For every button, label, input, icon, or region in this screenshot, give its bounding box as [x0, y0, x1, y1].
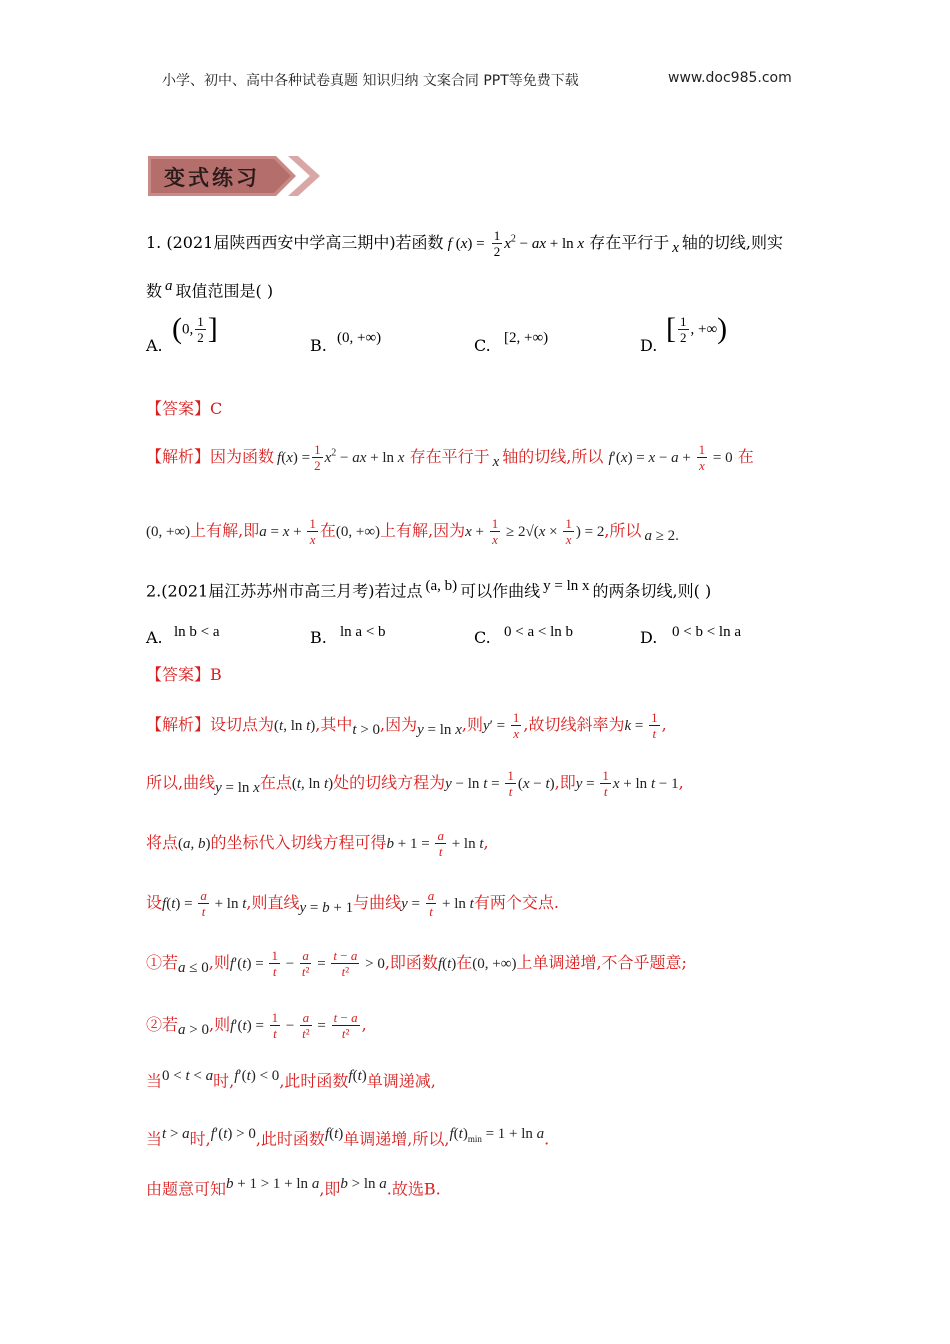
q1-analysis-line2: (0, +∞)上有解,即a = x + $\frac{1}{x}$ 在(0, +∞)上有解,因为x + $\frac{1}{x}$ ≥ 2√(x × $\frac{1}{x}$ ) = 2,所以 $_a$ $_{\ge 2.}$ [146, 516, 679, 547]
q1-option-a-value: (0, $\frac{1}{2}$ ] [172, 312, 218, 345]
q2-analysis-line5: ①若$_a$ $_{\le 0}$,则f′(t) = $\frac{1}{t}$ − $\frac{a}{\text{t²}}$ = $\frac{t - a}{\text{t²}}$ > 0,即函数f(t)在(0, +∞)上单调递增,不合乎题意; [146, 948, 687, 979]
q2-option-b[interactable]: B. [310, 628, 327, 647]
q2-stem: 2.(2021届江苏苏州市高三月考)若过点 $^{(a, b)}$ 可以作曲线 $^{y = ln x}$ 的两条切线,则( ) [146, 578, 712, 601]
q1-option-b[interactable]: B. [310, 336, 327, 355]
header-tagline: 小学、初中、高中各种试卷真题 知识归纳 文案合同 PPT等免费下载 [162, 73, 579, 89]
q1-option-d[interactable]: D. [640, 336, 658, 355]
q2-analysis-line1: 【解析】设切点为(t, ln t),其中$_t$ $_{> 0}$,因为$_y$ $_{= ln}$ $_x$,则y′ = $\frac{1}{x}$ ,故切线斜率为k = $\frac{1}{t}$ , [146, 710, 667, 741]
q1-option-b-value: (0, +∞) [337, 330, 382, 346]
q1-option-c-value: [2, +∞) [504, 330, 549, 346]
q2-option-c-value: 0 < a < ln b [504, 624, 573, 640]
q2-option-b-value: ln a < b [340, 624, 386, 640]
q1-option-c[interactable]: C. [474, 336, 491, 355]
q1-analysis-line1: 【解析】因为函数 f(x) = $\frac{1}{2}$ $x^2$ − ax + ln x 存在平行于 $_x$ 轴的切线,所以 f′(x) = x − a + $\frac{1}{x}$ = 0 在 [146, 442, 754, 473]
section-banner [148, 154, 328, 198]
q2-option-d-value: 0 < b < ln a [672, 624, 741, 640]
q2-option-a-value: ln b < a [174, 624, 220, 640]
q1-option-d-value: [ $\frac{1}{2}$ , +∞) [666, 312, 728, 345]
q2-analysis-line4: 设f(t) = $\frac{a}{t}$ + ln t,则直线$_y$ $_=$ $_b$ $_{+ 1}$与曲线y = $\frac{a}{t}$ + ln t有两个交点. [146, 888, 559, 919]
q2-analysis-line3: 将点(a, b)的坐标代入切线方程可得b + 1 = $\frac{a}{t}$ + ln t, [146, 828, 489, 859]
q2-analysis-line8: 当$^t$ > $^a$时,$^{f'(t) > 0}$,此时函数$^{f(t)}$单调递增,所以,$^{f(t)_{min} = 1 + ln}$ $^a$. [146, 1126, 550, 1149]
q2-option-c[interactable]: C. [474, 628, 491, 647]
q1-option-a[interactable]: A. [146, 336, 163, 355]
q2-analysis-line6: ②若$_a$ $_{> 0}$,则f′(t) = $\frac{1}{t}$ − $\frac{a}{\text{t²}}$ = $\frac{t - a}{\text{t²}}$ , [146, 1010, 367, 1041]
q1-answer: 【答案】C [146, 399, 223, 418]
q1-stem-line1: 1. (2021届陕西西安中学高三期中)若函数 f (x) = $\frac{1}{2}$ $x^2$ − ax + ln x 存在平行于 $_x$ 轴的切线,则实 [146, 228, 783, 259]
q1-stem-line2: 数 $^a$ 取值范围是( ) [146, 278, 274, 301]
q2-analysis-line9: 由题意可知$^b$ $^{+ 1 > 1 + ln}$ $^a$,即$^b$ $^{> ln}$ $^a$.故选B. [146, 1176, 441, 1199]
q2-analysis-line7: 当$^{0 <}$ $^t$ < $^a$时,$^{f'(t) < 0}$,此时函数$^{f(t)}$单调递减, [146, 1068, 436, 1091]
banner-label: 变式练习 [164, 166, 260, 190]
q2-answer: 【答案】B [146, 665, 222, 684]
header-site-link[interactable]: www.doc985.com [668, 70, 792, 86]
q2-analysis-line2: 所以,曲线$_y$ $_{= ln}$ $_x$在点(t, ln t)处的切线方程为y − ln t = $\frac{1}{t}$ (x − t),即y = $\frac{1}{t}$ x + ln t − 1, [146, 768, 684, 799]
q2-option-a[interactable]: A. [146, 628, 163, 647]
q2-option-d[interactable]: D. [640, 628, 658, 647]
